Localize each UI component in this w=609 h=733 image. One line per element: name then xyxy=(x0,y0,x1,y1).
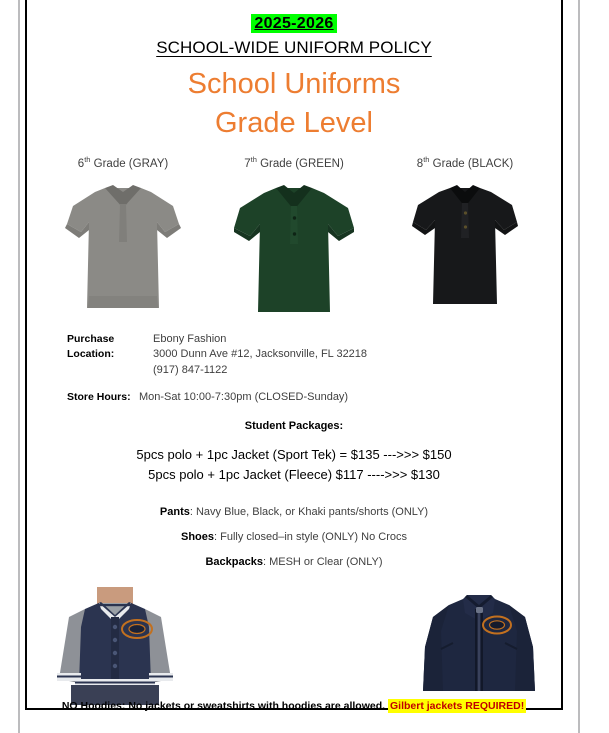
grade-uniform-row xyxy=(27,155,561,318)
polo-image-green xyxy=(216,178,372,318)
store-hours-value: Mon-Sat 10:00-7:30pm (CLOSED-Sunday) xyxy=(139,391,349,404)
store-info xyxy=(67,332,561,407)
purchase-location-value xyxy=(153,332,367,380)
rule-backpacks-label: Backpacks xyxy=(205,555,263,568)
store-hours-label: Store Hours: xyxy=(67,391,131,404)
grade-column-7th xyxy=(216,155,372,318)
store-address: 3000 Dunn Ave #12, Jacksonville, FL 32218 xyxy=(153,348,368,361)
rule-shoes xyxy=(27,531,561,543)
gray-polo-icon xyxy=(65,178,181,316)
grade-label-8th: 8th Grade (BLACK) xyxy=(416,154,514,170)
varsity-jacket-icon xyxy=(45,587,185,705)
purchase-location-row xyxy=(67,332,561,380)
policy-title-row xyxy=(27,38,561,58)
black-polo-icon xyxy=(412,178,518,310)
rule-backpacks-text: : MESH or Clear (ONLY) xyxy=(262,555,383,568)
green-polo-icon xyxy=(234,178,354,318)
rule-pants xyxy=(27,506,561,518)
purchase-location-label: Purchase Location: xyxy=(67,332,115,360)
school-year-badge: 2025-2026 xyxy=(251,14,336,33)
policy-title: SCHOOL-WIDE UNIFORM POLICY xyxy=(156,38,432,57)
polo-image-gray xyxy=(45,178,201,318)
polo-image-black xyxy=(387,178,543,318)
page-edge-left xyxy=(18,0,20,733)
grade-column-8th xyxy=(387,155,543,318)
grade-label-7th: 7th Grade (GREEN) xyxy=(244,154,344,170)
jacket-row xyxy=(27,581,561,705)
page-edge-right xyxy=(578,0,580,733)
footer-text: NO Hoodies: No jackets or sweatshirts with hoodies are allowed. xyxy=(61,700,386,712)
page-title-line2: Grade Level xyxy=(215,106,373,139)
store-phone: (917) 847-1122 xyxy=(153,364,228,377)
uniform-rules xyxy=(27,506,561,568)
store-hours-row xyxy=(67,390,561,406)
grade-label-6th: 6th Grade (GRAY) xyxy=(77,154,169,170)
rule-pants-text: : Navy Blue, Black, or Khaki pants/shorts (ONLY) xyxy=(189,505,429,518)
footer-highlight: Gilbert jackets REQUIRED! xyxy=(389,700,525,712)
rule-shoes-label: Shoes xyxy=(181,530,215,543)
footer-notice xyxy=(27,700,561,712)
student-packages-list xyxy=(27,445,561,485)
fleece-jacket-icon xyxy=(419,587,539,705)
package-line-sport-tek: 5pcs polo + 1pc Jacket (Sport Tek) = $135 --->>> $150 xyxy=(136,447,452,463)
rule-pants-label: Pants xyxy=(159,505,190,518)
page-title-line1: School Uniforms xyxy=(187,68,401,100)
rule-shoes-text: : Fully closed–in style (ONLY) No Crocs xyxy=(214,530,407,543)
grade-column-6th xyxy=(45,155,201,318)
student-packages-heading: Student Packages: xyxy=(244,420,344,433)
package-line-fleece: 5pcs polo + 1pc Jacket (Fleece) $117 ---->>> $130 xyxy=(148,467,440,483)
school-year-row xyxy=(27,14,561,33)
store-name: Ebony Fashion xyxy=(153,332,227,345)
rule-backpacks xyxy=(27,556,561,568)
page-title xyxy=(27,65,561,143)
uniform-policy-document xyxy=(25,0,563,710)
